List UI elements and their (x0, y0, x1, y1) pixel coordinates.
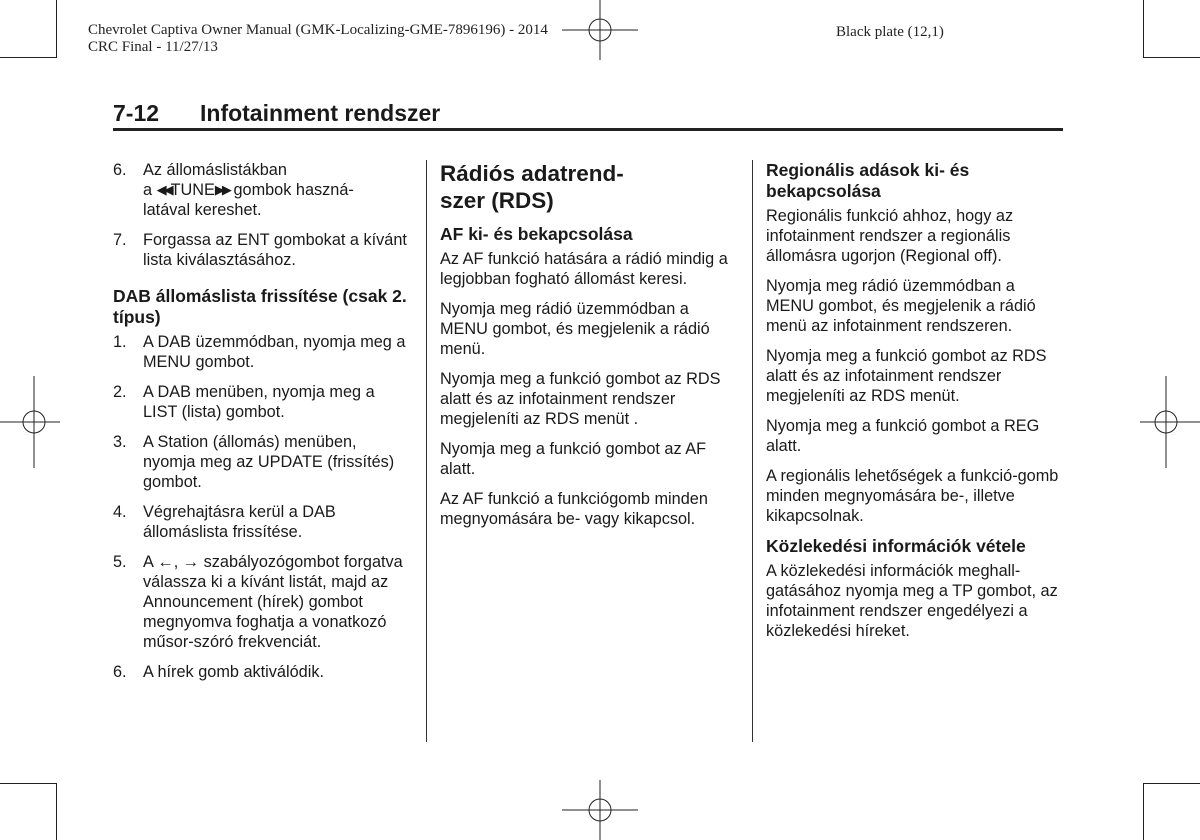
registration-mark-bottom-icon (562, 780, 638, 840)
column-1 (113, 160, 413, 692)
list-item: 7. Forgassa az ENT gombokat a kívánt lista kiválasztásához. (113, 231, 407, 269)
black-plate-label: Black plate (12,1) (836, 24, 944, 40)
paragraph: Nyomja meg a funkció gombot a REG alatt. (766, 417, 1040, 455)
list-item: 6. A hírek gomb aktiválódik. (113, 663, 324, 681)
column-3 (766, 160, 1066, 651)
column-2 (440, 160, 740, 539)
paragraph: Nyomja meg a funkció gombot az AF alatt. (440, 440, 707, 478)
list-item: 5. A ←, → szabályozógombot forgatva válassza ki a kívánt listát, majd az Announcement (hírek) gombot megnyomva foghatja a vonatkozó műsor-szóró frekvenciát. (113, 553, 403, 651)
crop-mark-bottom-right (1143, 783, 1144, 840)
main-heading: Rádiós adatrend-szer (RDS) (440, 161, 624, 213)
section-heading: DAB állomáslista frissítése (csak 2. típus) (113, 286, 407, 327)
paragraph: Nyomja meg a funkció gombot az RDS alatt és az infotainment rendszer megjeleníti az RDS menüt. (766, 347, 1047, 405)
paragraph: Nyomja meg a funkció gombot az RDS alatt és az infotainment rendszer megjeleníti az RDS menüt . (440, 370, 721, 428)
column-divider (426, 160, 427, 742)
paragraph: A közlekedési információk meghall-gatásához nyomja meg a TP gombot, az infotainment rendszer engedélyezi a közlekedési híreket. (766, 562, 1058, 640)
column-divider (752, 160, 753, 742)
list-item: 3. A Station (állomás) menüben, nyomja meg az UPDATE (frissítés) gombot. (113, 433, 395, 491)
page-title: Infotainment rendszer (200, 100, 441, 126)
paragraph: Az AF funkció hatására a rádió mindig a legjobban fogható állomást keresi. (440, 250, 728, 288)
tune-label: TUNE (170, 181, 215, 199)
page-header (113, 100, 440, 127)
section-heading: Közlekedési információk vétele (766, 536, 1026, 556)
crop-mark-top-left (56, 0, 57, 58)
manual-info-line1: Chevrolet Captiva Owner Manual (GMK-Localizing-GME-7896196) - 2014 (88, 22, 548, 38)
header-rule (113, 128, 1063, 131)
page-number: 7-12 (113, 100, 160, 126)
item-number: 6. (113, 161, 127, 179)
registration-mark-top-icon (562, 0, 638, 60)
crop-mark-bottom-left (56, 783, 57, 840)
paragraph: Regionális funkció ahhoz, hogy az infotainment rendszer a regionális állomásra ugorjon (Regional off). (766, 207, 1014, 265)
section-heading: Regionális adások ki- és bekapcsolása (766, 160, 970, 201)
paragraph: Nyomja meg rádió üzemmódban a MENU gombot, és megjelenik a rádió menü. (440, 300, 710, 358)
crop-mark-top-right-h (1144, 57, 1200, 58)
crop-mark-bottom-left-h (0, 783, 56, 784)
registration-mark-right-icon (1140, 376, 1200, 468)
seek-forward-icon: ▶▶ (214, 182, 229, 197)
paragraph: A regionális lehetőségek a funkció-gomb minden megnyomására be-, illetve kikapcsolnak. (766, 467, 1059, 525)
item-text: Az állomáslistákban a ◀◀TUNE▶▶ gombok haszná- latával kereshet. (143, 161, 354, 219)
list-item: 4. Végrehajtásra kerül a DAB állomáslista frissítése. (113, 503, 336, 541)
paragraph: Nyomja meg rádió üzemmódban a MENU gombot, és megjelenik a rádió menü az infotainment rendszeren. (766, 277, 1036, 335)
crop-mark-top-left-h (0, 57, 56, 58)
seek-back-icon: ◀◀ (156, 182, 171, 197)
registration-mark-left-icon (0, 376, 60, 468)
crop-mark-bottom-right-h (1144, 783, 1200, 784)
print-header (88, 22, 548, 56)
paragraph: Az AF funkció a funkciógomb minden megnyomására be- vagy kikapcsol. (440, 490, 708, 528)
list-item (113, 160, 413, 220)
crop-mark-top-right (1143, 0, 1144, 58)
manual-info-line2: CRC Final - 11/27/13 (88, 39, 218, 55)
list-item: 1. A DAB üzemmódban, nyomja meg a MENU gombot. (113, 333, 406, 371)
sub-heading: AF ki- és bekapcsolása (440, 224, 633, 244)
list-item: 2. A DAB menüben, nyomja meg a LIST (lista) gombot. (113, 383, 375, 421)
